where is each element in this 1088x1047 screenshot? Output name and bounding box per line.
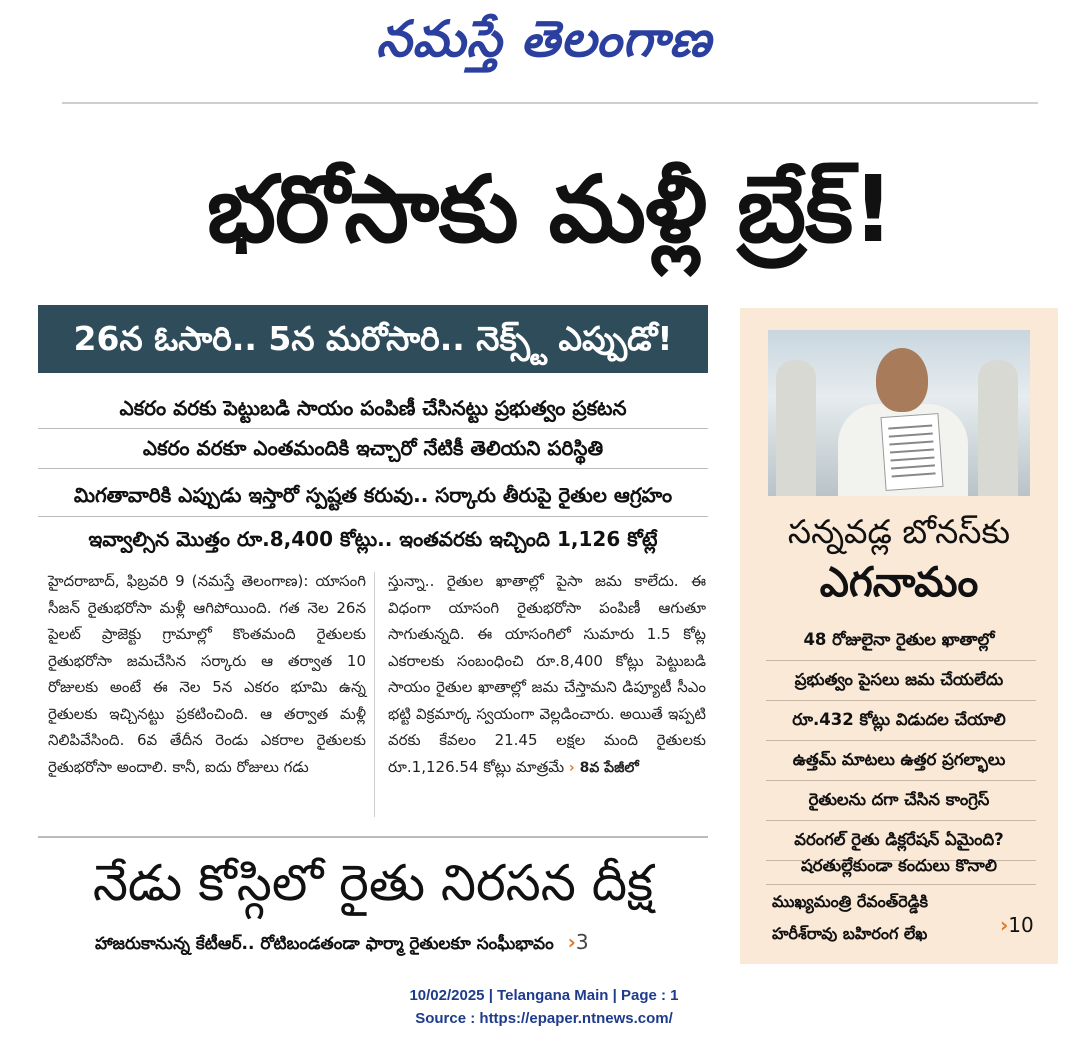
- sidebar-item: వరంగల్ రైతు డిక్లరేషన్ ఏమైంది?: [794, 830, 1004, 849]
- body-text-col2: స్తున్నా.. రైతుల ఖాతాల్లో పైసా జమ కాలేదు. ఈ విధంగా యాసంగి రైతుభరోసా పంపిణీ ఆగుతూ సాగుతున్నది. ఈ యాసంగిలో సుమారు 1.5 కోట్ల ఎకరాలకు సంబంధించి రూ.8,400 కోట్లు పెట్టుబడి సాయం రైతుల ఖాతాల్లో జమ చేస్తామని డిప్యూటీ సీఎం భట్టి విక్రమార్క స్వయంగా వెల్లడించారు. అయితే ఇప్పటి వరకు కేవలం 21.45 లక్షల మంది రైతులకు రూ.1,126.54 కోట్లు మాత్రమే: [388, 572, 706, 776]
- chevron-right-icon: ›: [567, 930, 576, 954]
- lead-body-column-1: [48, 568, 366, 780]
- lead-deck: 26న ఓసారి.. 5న మరోసారి.. నెక్స్ట్ ఎప్పుడో!: [38, 305, 708, 373]
- sidebar-item: షరతుల్లేకుండా కందులు కొనాలి: [801, 856, 997, 875]
- news-photo: [768, 330, 1030, 496]
- page-footer: [0, 984, 1088, 1032]
- chevron-right-icon: ›: [568, 759, 575, 776]
- sidebar-last-line1: ముఖ్యమంత్రి రేవంత్‌రెడ్డికి: [772, 892, 928, 911]
- story2-deck: [95, 928, 715, 956]
- sidebar-page-ref[interactable]: [1000, 910, 1050, 940]
- sidebar-item: 48 రోజులైనా రైతుల ఖాతాల్లో: [803, 630, 995, 649]
- sidebar-last-line2: హరీశ్‌రావు బహిరంగ లేఖ: [772, 924, 928, 943]
- masthead-logo: నమస్తే తెలంగాణ: [376, 9, 712, 68]
- lead-bullet: ఎకరం వరకూ ఎంతమందికి ఇచ్చారో నేటికీ తెలియని పరిస్థితి: [142, 436, 604, 460]
- lead-bullet: మిగతావారికి ఎప్పుడు ఇస్తారో స్పష్టత కరువు.. సర్కారు తీరుపై రైతుల ఆగ్రహం: [73, 483, 673, 507]
- lead-bullet: ఎకరం వరకు పెట్టుబడి సాయం పంపిణీ చేసినట్టు ప్రభుత్వం ప్రకటన: [119, 396, 627, 420]
- body-text: [388, 568, 706, 781]
- bullet-divider: [38, 516, 708, 517]
- sidebar-item: ఉత్తమ్ మాటలు ఉత్తర ప్రగల్భాలు: [792, 750, 1006, 769]
- sidebar-divider: [766, 884, 1036, 885]
- sidebar-item: రైతులను దగా చేసిన కాంగ్రెస్: [808, 790, 990, 809]
- masthead-rule: [62, 102, 1038, 104]
- continued-reference[interactable]: [569, 760, 639, 776]
- continued-label: 8వ పేజీలో: [579, 759, 639, 776]
- chevron-right-icon: ›: [1000, 913, 1009, 937]
- footer-source-line[interactable]: Source : https://epaper.ntnews.com/: [415, 1010, 673, 1027]
- lead-body-column-2: [388, 568, 706, 781]
- sidebar-item: రూ.432 కోట్లు విడుదల చేయాలి: [792, 710, 1006, 729]
- story2-page-ref[interactable]: 3: [575, 930, 589, 954]
- footer-edition-line: 10/02/2025 | Telangana Main | Page : 1: [409, 987, 679, 1004]
- lead-headline: భరోసాకు మళ్లీ బ్రేక్!: [206, 156, 894, 263]
- sidebar-last-item: [772, 886, 992, 950]
- sidebar-page-number: 10: [1008, 913, 1034, 937]
- body-text: హైదరాబాద్, ఫిబ్రవరి 9 (నమస్తే తెలంగాణ): యాసంగి సీజన్ రైతుభరోసా మళ్లీ ఆగిపోయింది. గత నెల 26న పైలట్ ప్రాజెక్టు గ్రామాల్లో కొంతమంది రైతులకు రైతుభరోసా జమచేసిన సర్కారు ఆ తర్వాత 10 రోజులకు అంటే ఈ నెల 5న ఎకరం భూమి ఉన్న రైతులకు ఇచ్చినట్టు ప్రకటించింది. ఆ తర్వాత మళ్లీ నిలిపివేసింది. 6వ తేదీన రెండు ఎకరాల రైతులకు రైతుభరోసా అందాలి. కానీ, ఐదు రోజులు గడు: [48, 572, 366, 776]
- story2-headline: నేడు కోస్గిలో రైతు నిరసన దీక్ష: [92, 854, 654, 912]
- section-rule: [38, 836, 708, 838]
- sidebar-item: ప్రభుత్వం పైసలు జమ చేయలేదు: [794, 670, 1004, 689]
- lead-bullet: ఇవ్వాల్సిన మొత్తం రూ.8,400 కోట్లు.. ఇంతవరకు ఇచ్చింది 1,126 కోట్లే: [88, 527, 658, 551]
- sidebar-title-line1: సన్నవడ్ల బోనస్‌కు: [787, 512, 1011, 551]
- story2-deck-text: హాజరుకానున్న కేటీఆర్.. రోటిబండతండా ఫార్మా రైతులకూ సంఘీభావం: [95, 934, 554, 954]
- bullet-divider: [38, 468, 708, 469]
- bullet-divider: [38, 428, 708, 429]
- column-divider: [374, 572, 375, 817]
- sidebar-title-line2: ఎగనామం: [819, 558, 979, 606]
